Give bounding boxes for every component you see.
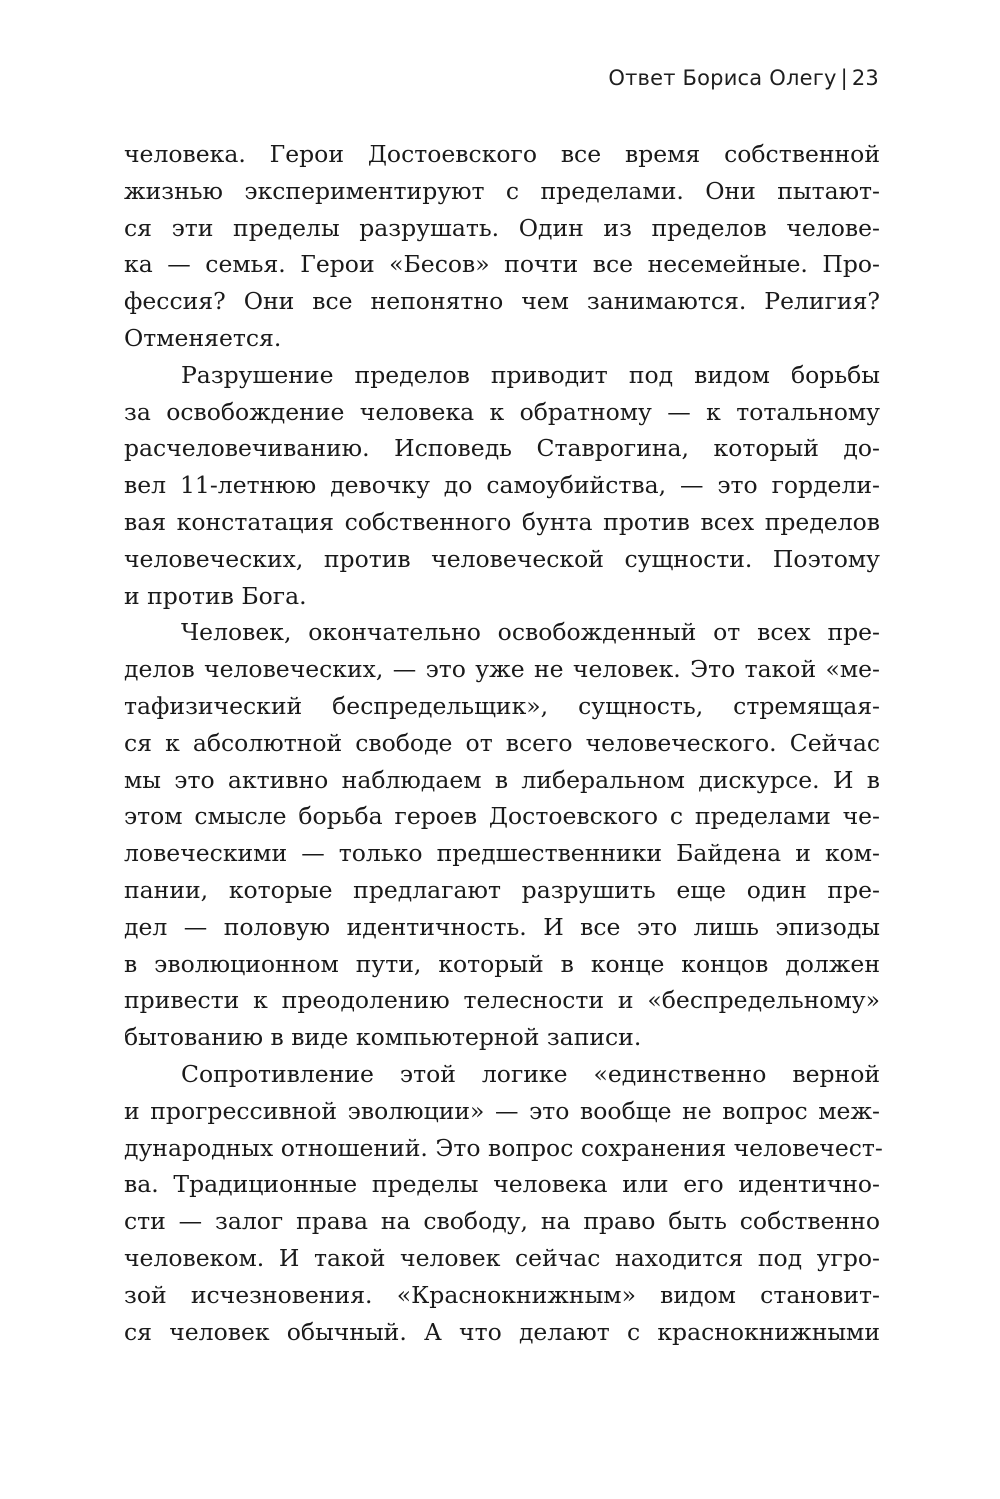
text-line: за освобождение человека к обратному — к тотальному bbox=[124, 397, 880, 426]
paragraph bbox=[124, 614, 880, 1056]
text-line: привести к преодолению телесности и «беспредельному» bbox=[124, 986, 880, 1015]
text-line: ловеческими — только предшественники Байдена и ком- bbox=[124, 839, 880, 868]
paragraph bbox=[124, 136, 880, 357]
page-body bbox=[124, 136, 883, 1350]
text-line: ка — семья. Герои «Бесов» почти все несемейные. Про- bbox=[124, 250, 880, 279]
text-line: делов человеческих, — это уже не человек. Это такой «ме- bbox=[124, 655, 880, 684]
text-line: вая констатация собственного бунта против всех пределов bbox=[124, 507, 880, 536]
text-line: дународных отношений. Это вопрос сохранения человечест- bbox=[124, 1133, 883, 1162]
text-line: бытованию в виде компьютерной записи. bbox=[124, 1023, 642, 1052]
text-line: Человек, окончательно освобожденный от всех пре- bbox=[181, 618, 880, 647]
text-line: Отменяется. bbox=[124, 323, 282, 352]
text-line: фессия? Они все непонятно чем занимаются. Религия? bbox=[124, 287, 880, 316]
text-line: человека. Герои Достоевского все время собственной bbox=[124, 140, 880, 168]
paragraph bbox=[124, 1056, 883, 1350]
running-head-title: Ответ Бориса Олегу bbox=[608, 66, 837, 90]
text-line: тафизический беспредельщик», сущность, стремящая- bbox=[124, 691, 880, 720]
paragraph bbox=[124, 357, 880, 615]
text-line: дел — половую идентичность. И все это лишь эпизоды bbox=[124, 912, 880, 941]
text-line: жизнью экспериментируют с пределами. Они пытают- bbox=[124, 176, 880, 205]
text-line: расчеловечиванию. Исповедь Ставрогина, который до- bbox=[124, 434, 880, 463]
text-line: человеческих, против человеческой сущности. Поэтому bbox=[124, 544, 880, 573]
text-line: зой исчезновения. «Краснокнижным» видом становит- bbox=[124, 1280, 880, 1309]
text-line: Сопротивление этой логике «единственно верной bbox=[181, 1059, 880, 1088]
text-line: вел 11-летнюю девочку до самоубийства, — это гордели- bbox=[124, 471, 880, 500]
page-number: 23 bbox=[851, 66, 879, 90]
text-line: и против Бога. bbox=[124, 581, 307, 610]
text-line: в эволюционном пути, который в конце концов должен bbox=[124, 949, 880, 978]
text-line: пании, которые предлагают разрушить еще один пре- bbox=[124, 875, 880, 904]
text-line: мы это активно наблюдаем в либеральном дискурсе. И в bbox=[124, 765, 880, 794]
text-line: ся к абсолютной свободе от всего человеческого. Сейчас bbox=[124, 728, 880, 757]
running-head-separator: | bbox=[840, 66, 848, 90]
text-line: ся человек обычный. А что делают с краснокнижными bbox=[124, 1317, 880, 1346]
text-line: ва. Традиционные пределы человека или его идентично- bbox=[124, 1170, 880, 1199]
text-line: ся эти пределы разрушать. Один из пределов челове- bbox=[124, 213, 880, 242]
text-line: человеком. И такой человек сейчас находится под угро- bbox=[124, 1243, 880, 1272]
text-line: Разрушение пределов приводит под видом борьбы bbox=[181, 360, 880, 389]
text-line: сти — залог права на свободу, на право быть собственно bbox=[124, 1207, 880, 1236]
text-line: этом смысле борьба героев Достоевского с пределами че- bbox=[124, 802, 880, 831]
running-head bbox=[608, 66, 879, 90]
text-line: и прогрессивной эволюции» — это вообще не вопрос меж- bbox=[124, 1096, 880, 1125]
